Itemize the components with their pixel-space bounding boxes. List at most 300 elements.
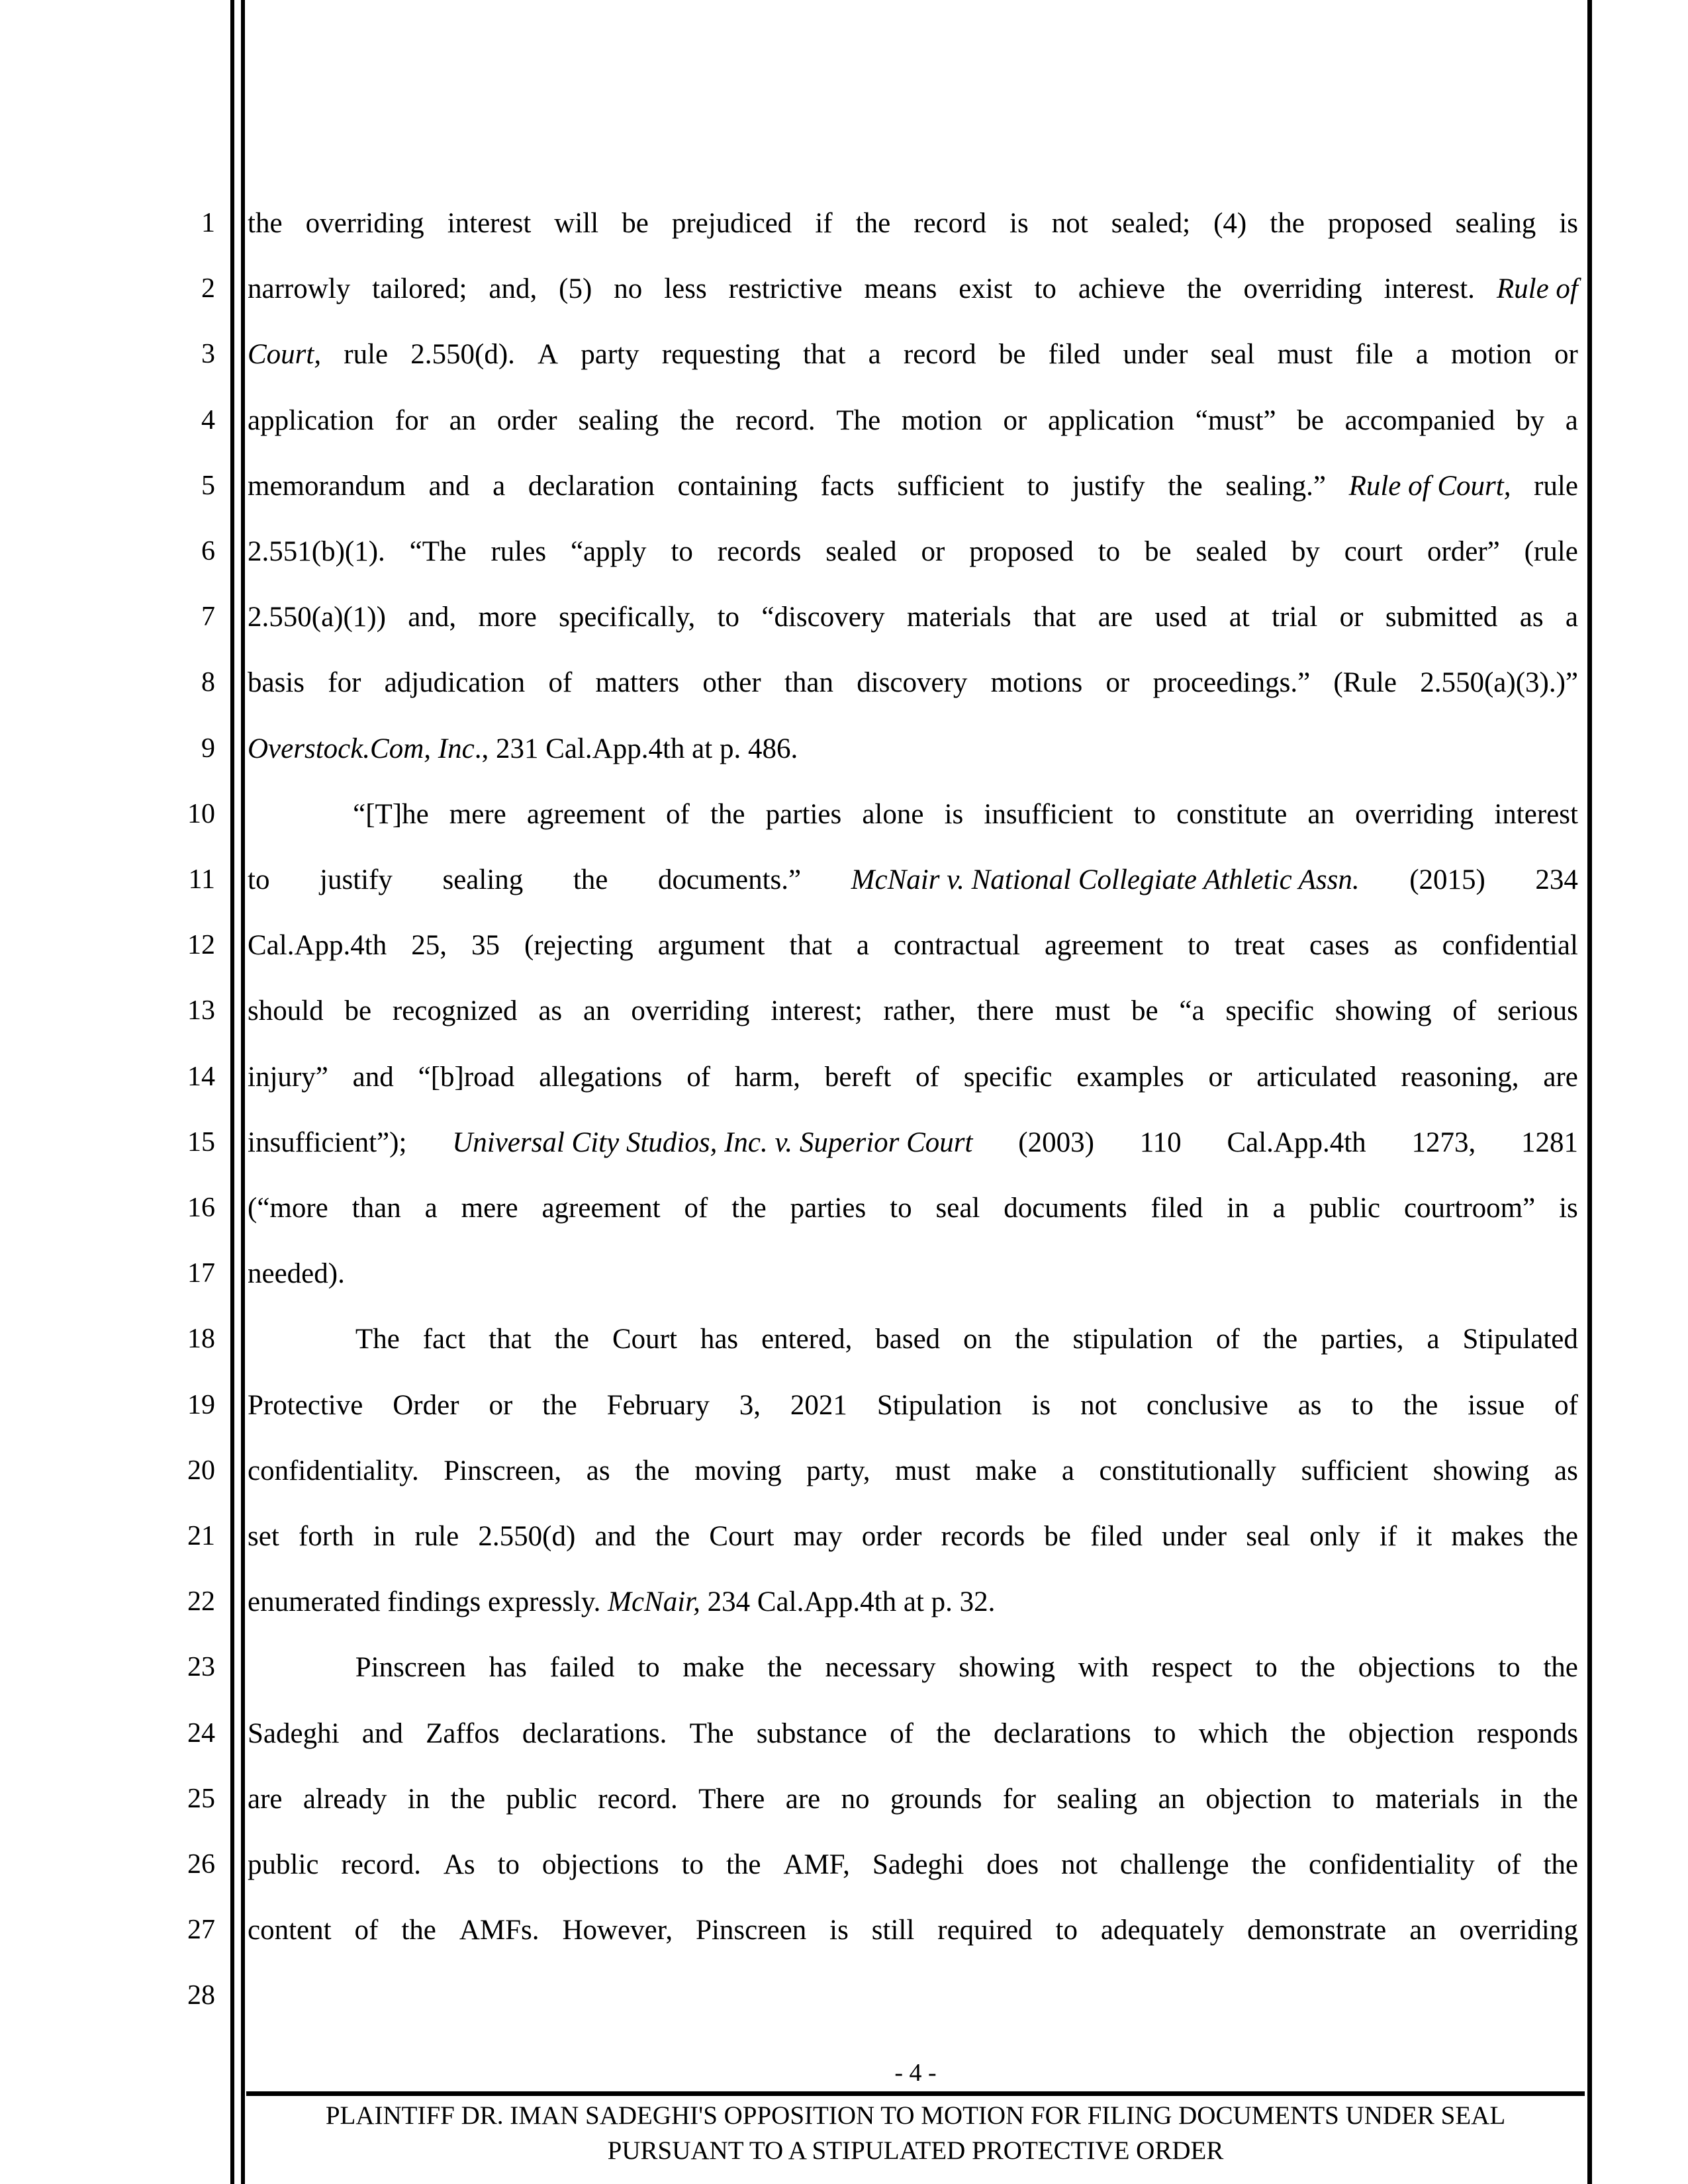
footer-caption-line-1: PLAINTIFF DR. IMAN SADEGHI'S OPPOSITION TO MOTION FOR FILING DOCUMENTS UNDER SEAL (325, 2101, 1506, 2130)
line-number: 23 (187, 1652, 215, 1683)
numbered-line-row (0, 1241, 1688, 1306)
word: 234 (1535, 864, 1578, 895)
numbered-line-row (0, 913, 1688, 978)
word: is (1559, 1193, 1578, 1224)
footer-caption-line-2: PURSUANT TO A STIPULATED PROTECTIVE ORDER (607, 2136, 1224, 2165)
word: the (710, 798, 745, 830)
word: has (489, 1652, 527, 1684)
word: materials (1375, 1783, 1480, 1815)
word: or (1208, 1061, 1233, 1093)
word: and (361, 1717, 403, 1749)
word: requesting (661, 339, 780, 371)
word: rules (491, 536, 547, 567)
word: Protective (248, 1389, 363, 1421)
word: a (424, 1193, 438, 1224)
word: 25, (411, 930, 447, 962)
numbered-line-row (0, 782, 1688, 847)
word: The (689, 1717, 734, 1749)
word: documents (1004, 1193, 1127, 1224)
word: motion (1451, 339, 1532, 371)
word: achieve (1078, 273, 1166, 305)
word: under (1162, 1521, 1227, 1552)
word: tailored; (372, 273, 467, 305)
word: showing (1335, 995, 1432, 1027)
word: showing (1432, 1455, 1530, 1486)
word: fact (422, 1324, 466, 1355)
numbered-line-row (0, 256, 1688, 322)
word: injury” (248, 1061, 328, 1093)
line-number: 15 (187, 1126, 215, 1158)
word: filed (1048, 339, 1101, 371)
body-line-text (248, 1044, 1578, 1110)
line-number: 9 (201, 733, 215, 764)
word: “a (1179, 995, 1205, 1027)
line-number: 1 (201, 208, 215, 238)
numbered-line-row (0, 1175, 1688, 1241)
body-line-text (248, 1766, 1578, 1832)
page-number: - 4 - (894, 2059, 937, 2087)
word: the (554, 1324, 590, 1355)
word: confidentiality (1308, 1849, 1475, 1880)
word: stipulation (1072, 1324, 1194, 1355)
word: to (1055, 1915, 1078, 1946)
word: of (1554, 1389, 1578, 1421)
word: “discovery (761, 602, 885, 633)
word: accompanied (1344, 404, 1495, 436)
word: a (1427, 1324, 1440, 1355)
word: restrictive (728, 273, 843, 305)
word: an (1158, 1783, 1186, 1815)
word: agreement (526, 798, 645, 830)
word: public (1309, 1193, 1381, 1224)
word: showing (959, 1652, 1056, 1684)
line-number: 26 (187, 1849, 215, 1880)
word: proposed (969, 536, 1074, 567)
word: the (1168, 470, 1203, 502)
word: a (1272, 1193, 1286, 1224)
word: (Rule (1333, 667, 1397, 699)
word: necessary (825, 1652, 936, 1684)
word: other (702, 667, 761, 699)
word: substance (756, 1717, 867, 1749)
word: issue (1468, 1389, 1525, 1421)
body-line-text (248, 322, 1578, 387)
word: of (890, 1717, 914, 1749)
word: for (395, 404, 428, 436)
word: specifically, (559, 602, 696, 633)
word: However, (562, 1915, 673, 1946)
numbered-line-row (0, 1306, 1688, 1372)
word: 35 (471, 930, 500, 962)
word: an (583, 995, 610, 1027)
word: interest (1494, 798, 1578, 830)
word: under (1123, 339, 1188, 371)
word: allegations (539, 1061, 663, 1093)
word: party, (806, 1455, 870, 1486)
word: of (686, 1061, 711, 1093)
line-number: 27 (187, 1915, 215, 1946)
word: the (1543, 1849, 1578, 1880)
word: The (355, 1324, 400, 1355)
word: treat (1234, 930, 1285, 962)
word: justify (1072, 470, 1145, 502)
numbered-line-row (0, 1832, 1688, 1897)
word: order (496, 404, 557, 436)
word: failed (549, 1652, 615, 1684)
body-line-text (248, 913, 1578, 978)
body-line-text (248, 1504, 1578, 1569)
body-line-text (248, 453, 1578, 519)
numbered-line-row (0, 1373, 1688, 1438)
line-number: 14 (187, 1061, 215, 1092)
word: argument (657, 930, 765, 962)
word: narrowly (248, 273, 351, 305)
word: already (303, 1783, 387, 1815)
word: an (1307, 798, 1335, 830)
word: of (548, 667, 573, 699)
word: 2.550(a)(1)) (248, 602, 386, 633)
line-number: 25 (187, 1783, 215, 1814)
word: (2015) (1409, 864, 1485, 895)
word: will (554, 208, 599, 239)
word: based (875, 1324, 941, 1355)
word: of (684, 1193, 708, 1224)
word: 2.551(b)(1). (248, 536, 385, 567)
word: “[T]he (353, 798, 429, 830)
word: is (829, 1915, 849, 1946)
word: file (1355, 339, 1393, 371)
word: are (1543, 1061, 1578, 1093)
word: seal (1246, 1521, 1291, 1552)
numbered-line-row (0, 1569, 1688, 1635)
body-line-text (248, 519, 1578, 584)
word: grounds (890, 1783, 982, 1815)
word: to (1133, 798, 1156, 830)
word: there (976, 995, 1034, 1027)
word: sealed; (1111, 208, 1191, 239)
word: a (1565, 404, 1578, 436)
word: to (497, 1849, 520, 1880)
word: the (855, 208, 891, 239)
word: specific (963, 1061, 1053, 1093)
word: if (815, 208, 833, 239)
word: be (1297, 404, 1324, 436)
word: must (1055, 995, 1111, 1027)
word: by (1516, 404, 1545, 436)
word: of (915, 1061, 939, 1093)
word: cases (1309, 930, 1370, 962)
word: record. (341, 1849, 421, 1880)
word: more (478, 602, 537, 633)
word: seal (935, 1193, 980, 1224)
word: and (428, 470, 470, 502)
word: less (664, 273, 707, 305)
word: the (635, 1455, 670, 1486)
word: Rule of (1496, 273, 1578, 305)
word: still (871, 1915, 915, 1946)
footer-caption (248, 2098, 1583, 2168)
word: overriding (1243, 273, 1362, 305)
word: does (986, 1849, 1039, 1880)
word: has (700, 1324, 739, 1355)
word: As (443, 1849, 475, 1880)
word: “The (409, 536, 467, 567)
word: is (1031, 1389, 1051, 1421)
word: order (861, 1521, 922, 1552)
word: be (1131, 995, 1158, 1027)
word: is (1009, 208, 1029, 239)
word: the (1262, 1324, 1298, 1355)
word: no (614, 273, 643, 305)
word: only (1309, 1521, 1360, 1552)
word: make (682, 1652, 745, 1684)
word: to (671, 536, 693, 567)
word: Cal.App.4th (248, 930, 387, 962)
word: basis (248, 667, 305, 699)
word: of (666, 798, 690, 830)
word: insufficient (984, 798, 1113, 830)
word: proposed (1327, 208, 1432, 239)
line-number: 8 (201, 667, 215, 698)
word: and, (408, 602, 457, 633)
word: sealing (442, 864, 524, 895)
word: Court, (248, 339, 322, 371)
word: sealing (1455, 208, 1536, 239)
word: “must” (1195, 404, 1276, 436)
word: articulated (1256, 1061, 1377, 1093)
word: to (1034, 273, 1056, 305)
word: to (717, 602, 740, 633)
word: overriding (305, 208, 424, 239)
word: as (1393, 930, 1418, 962)
body-line-text (248, 847, 1578, 913)
word: in (1227, 1193, 1249, 1224)
word: prejudiced (671, 208, 792, 239)
word: objection (1205, 1783, 1312, 1815)
word: application (248, 404, 375, 436)
word: Cal.App.4th (1227, 1126, 1366, 1158)
word: 1281 (1521, 1126, 1578, 1158)
line-number: 19 (187, 1389, 215, 1420)
body-line-text (248, 584, 1578, 650)
word: objection (1348, 1717, 1454, 1749)
word: Stipulation (876, 1389, 1002, 1421)
word: parties (765, 798, 842, 830)
word: interest; (771, 995, 863, 1027)
word: agreement (541, 1193, 661, 1224)
word: be (344, 995, 372, 1027)
word: 2.550(d) (478, 1521, 576, 1552)
numbered-line-row (0, 1504, 1688, 1569)
word: than (784, 667, 833, 699)
word: (5) (559, 273, 592, 305)
word: A (538, 339, 559, 371)
word: sealed (1196, 536, 1267, 567)
word: demonstrate (1247, 1915, 1387, 1946)
numbered-line-row (0, 453, 1688, 519)
numbered-line-row (0, 1701, 1688, 1766)
word: recognized (392, 995, 518, 1027)
word: sealing.” (1225, 470, 1326, 502)
word: seal (1210, 339, 1255, 371)
word: a (856, 930, 869, 962)
word: objections (1358, 1652, 1476, 1684)
word: the (936, 1717, 971, 1749)
word: to (1351, 1389, 1374, 1421)
word: constitute (1176, 798, 1288, 830)
word: as (538, 995, 563, 1027)
word: rather, (883, 995, 956, 1027)
word: interest (447, 208, 532, 239)
numbered-line-row (0, 1963, 1688, 2028)
numbered-line-row (0, 1438, 1688, 1504)
word: moving (694, 1455, 782, 1486)
word: or (1554, 339, 1578, 371)
word: and (594, 1521, 636, 1552)
numbered-line-row (0, 191, 1688, 256)
word: AMF, (783, 1849, 850, 1880)
word: to (681, 1849, 704, 1880)
word: be (622, 208, 649, 239)
word: 2.550(a)(3).)” (1420, 667, 1578, 699)
word: must (1277, 339, 1333, 371)
word: records (941, 1521, 1025, 1552)
word: trial (1272, 602, 1318, 633)
word: examples (1076, 1061, 1184, 1093)
word: overriding (1355, 798, 1474, 830)
word: “[b]road (418, 1061, 515, 1093)
word: as (1297, 1389, 1322, 1421)
word: memorandum (248, 470, 406, 502)
word: There (698, 1783, 765, 1815)
line-number: 17 (187, 1258, 215, 1289)
word: constitutionally (1099, 1455, 1277, 1486)
body-line-text (248, 978, 1578, 1044)
body-line-text (248, 388, 1578, 453)
word: the (655, 1521, 690, 1552)
word: to (637, 1652, 660, 1684)
line-number: 13 (187, 995, 215, 1026)
word: 3, (739, 1389, 761, 1421)
numbered-line-row (0, 978, 1688, 1044)
word: overriding (1459, 1915, 1578, 1946)
word: entered, (761, 1324, 853, 1355)
word: of (1497, 1849, 1521, 1880)
word: that (489, 1324, 532, 1355)
word: for (328, 667, 361, 699)
word: parties, (1321, 1324, 1404, 1355)
word: the (726, 1849, 761, 1880)
word: 2.550(d). (410, 339, 515, 371)
word: may (793, 1521, 843, 1552)
word: 110 (1139, 1126, 1182, 1158)
word: if (1379, 1521, 1397, 1552)
word: the (542, 1389, 577, 1421)
line-number: 6 (201, 536, 215, 567)
word: sealing (578, 404, 659, 436)
word: declarations (994, 1717, 1131, 1749)
numbered-line-row (0, 1635, 1688, 1700)
word: sealed (825, 536, 897, 567)
word: the (1543, 1652, 1578, 1684)
word: insufficient”); (248, 1126, 407, 1158)
word: filed (1150, 1193, 1203, 1224)
body-line-text (248, 1110, 1578, 1175)
word: used (1154, 602, 1207, 633)
word: on (963, 1324, 992, 1355)
body-line-text (248, 1438, 1578, 1504)
word: specific (1225, 995, 1315, 1027)
word: as (1554, 1455, 1578, 1486)
word: be (998, 339, 1026, 371)
word: the (1291, 1717, 1326, 1749)
word: (rule (1524, 536, 1578, 567)
word: reasoning, (1401, 1061, 1519, 1093)
word: the (248, 208, 283, 239)
word: which (1198, 1717, 1268, 1749)
word: conclusive (1146, 1389, 1268, 1421)
word: to (1255, 1652, 1278, 1684)
word: respect (1151, 1652, 1233, 1684)
word: justify (320, 864, 393, 895)
body-line-text: enumerated findings expressly. McNair, 234 Cal.App.4th at p. 32. (248, 1586, 996, 1618)
line-number: 5 (201, 470, 215, 501)
numbered-line-row (0, 584, 1688, 650)
word: application (1048, 404, 1175, 436)
word: and, (489, 273, 538, 305)
word: overriding (631, 995, 750, 1027)
word: proceedings.” (1152, 667, 1311, 699)
line-number: 4 (201, 404, 215, 435)
word: with (1078, 1652, 1129, 1684)
word: Order (393, 1389, 459, 1421)
line-number: 20 (187, 1455, 215, 1486)
word: Zaffos (426, 1717, 500, 1749)
word: that (789, 930, 832, 962)
word: 1273, (1411, 1126, 1476, 1158)
word: set (248, 1521, 279, 1552)
line-number: 21 (187, 1521, 215, 1551)
numbered-line-row (0, 1110, 1688, 1175)
word: for (1002, 1783, 1036, 1815)
word: record (903, 339, 976, 371)
word: the (1251, 1849, 1287, 1880)
word: no (841, 1783, 870, 1815)
body-line-text (248, 782, 1578, 847)
word: is (944, 798, 964, 830)
word: by (1291, 536, 1320, 567)
word: to (1332, 1783, 1355, 1815)
word: the (1543, 1521, 1578, 1552)
word: the (1300, 1652, 1336, 1684)
word: that (1033, 602, 1076, 633)
word: not (1061, 1849, 1098, 1880)
word: the (1403, 1389, 1438, 1421)
word: that (803, 339, 846, 371)
word: is (1559, 208, 1578, 239)
word: sealing (1056, 1783, 1138, 1815)
word: or (1105, 667, 1130, 699)
paragraph-indent (248, 1306, 332, 1372)
word: to (248, 864, 270, 895)
body-line-text (248, 1175, 1578, 1241)
word: (4) (1213, 208, 1247, 239)
line-number: 12 (187, 930, 215, 961)
word: rule (1534, 470, 1578, 502)
word: a (868, 339, 881, 371)
word: to (1498, 1652, 1521, 1684)
word: to (1188, 930, 1210, 962)
